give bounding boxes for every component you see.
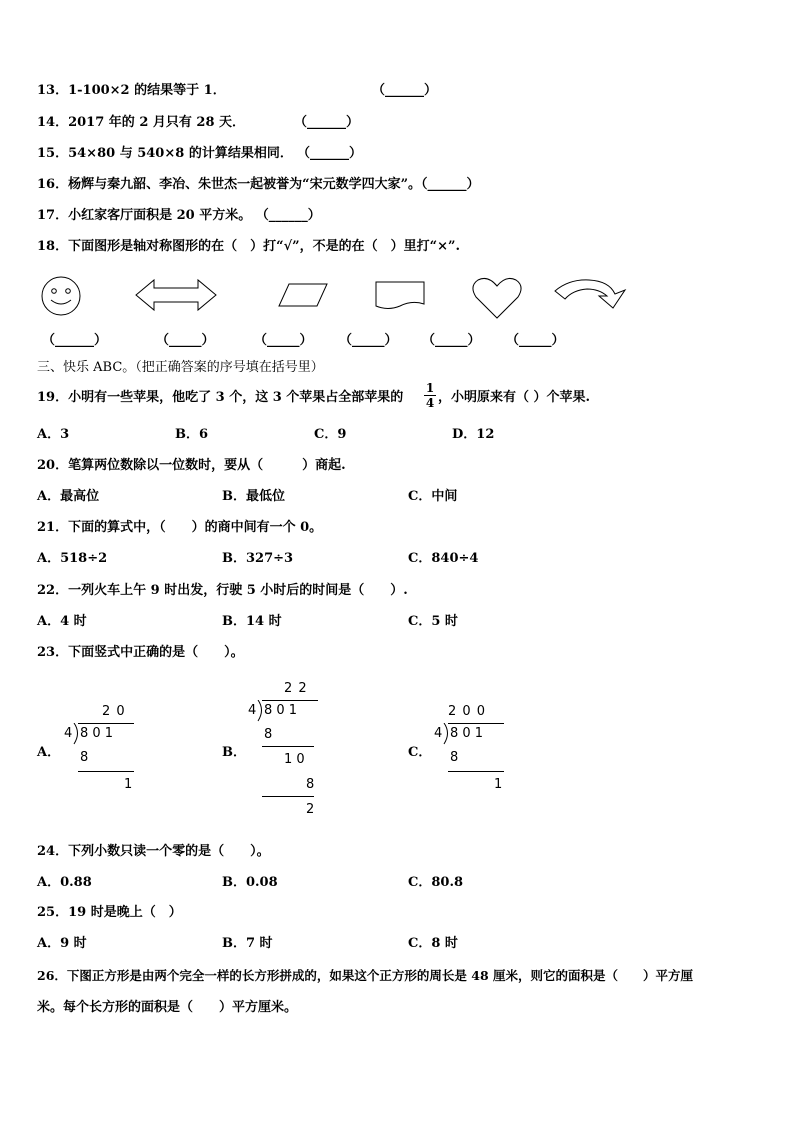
step-remainder: 1 0 bbox=[284, 752, 305, 767]
divisor: 4 bbox=[434, 726, 443, 741]
q24-option-b[interactable]: B．0.08 bbox=[222, 875, 278, 890]
question-13 bbox=[37, 82, 226, 100]
q19-option-a[interactable]: A．3 bbox=[37, 427, 70, 442]
heart-icon bbox=[471, 276, 523, 320]
q15-answer-blank[interactable]: （______） bbox=[297, 146, 363, 161]
question-23: 23．下面竖式中正确的是（ ）。 bbox=[37, 645, 244, 660]
q23-long-division-a bbox=[60, 700, 150, 800]
q23-option-c-label[interactable]: C． bbox=[408, 745, 432, 760]
question-21: 21．下面的算式中，（ ）的商中间有一个 0。 bbox=[37, 520, 323, 535]
section-3-heading: 三、快乐 ABC。（把正确答案的序号填在括号里） bbox=[37, 360, 324, 375]
q18-blank-1[interactable]: （______） bbox=[42, 333, 108, 348]
quotient: 2 0 0 bbox=[448, 704, 487, 719]
q25-option-b[interactable]: B．7 时 bbox=[222, 936, 273, 951]
parallelogram-icon bbox=[277, 282, 329, 308]
q18-blank-5[interactable]: （_____） bbox=[422, 333, 481, 348]
question-20: 20．笔算两位数除以一位数时，要从（ ）商起. bbox=[37, 458, 346, 473]
dividend: 8 0 1 bbox=[80, 726, 114, 741]
q25-option-a[interactable]: A．9 时 bbox=[37, 936, 87, 951]
question-18 bbox=[37, 238, 460, 256]
q14-answer-blank[interactable]: （______） bbox=[294, 115, 360, 130]
q23-option-b-label[interactable]: B． bbox=[222, 745, 246, 760]
quotient: 2 2 bbox=[284, 681, 308, 696]
q22-option-c[interactable]: C．5 时 bbox=[408, 614, 458, 629]
fraction-numerator: 1 bbox=[425, 381, 435, 395]
q18-text: 18．下面图形是轴对称图形的在（ ）打“√”，不是的在（ ）里打“×”. bbox=[37, 239, 460, 254]
q16-text: 16．杨辉与秦九韶、李冶、朱世杰一起被誉为“宋元数学四大家”。（______） bbox=[37, 177, 480, 192]
q20-option-b[interactable]: B．最低位 bbox=[222, 489, 285, 504]
q22-option-b[interactable]: B．14 时 bbox=[222, 614, 282, 629]
q17-text: 17．小红家客厅面积是 20 平方米。 （______） bbox=[37, 208, 321, 223]
q19-option-c[interactable]: C．9 bbox=[314, 427, 347, 442]
step-product: 8 bbox=[450, 750, 459, 765]
flag-icon bbox=[374, 280, 426, 310]
q20-option-c[interactable]: C．中间 bbox=[408, 489, 458, 504]
q19-fraction bbox=[424, 382, 436, 409]
q19-text-after: ，小明原来有（ ）个苹果. bbox=[438, 390, 591, 405]
question-17 bbox=[37, 207, 321, 225]
remainder: 1 bbox=[494, 777, 503, 792]
remainder: 1 bbox=[124, 777, 133, 792]
question-19 bbox=[37, 389, 403, 407]
double-arrow-icon bbox=[134, 278, 218, 312]
fraction-denominator: 4 bbox=[425, 396, 435, 410]
dividend: 8 0 1 bbox=[264, 703, 298, 718]
question-25: 25．19 时是晚上（ ） bbox=[37, 905, 182, 920]
q14-text: 14．2017 年的 2 月只有 28 天． bbox=[37, 115, 246, 130]
dividend: 8 0 1 bbox=[450, 726, 484, 741]
question-15 bbox=[37, 145, 293, 163]
question-16 bbox=[37, 176, 480, 194]
remainder: 2 bbox=[306, 802, 315, 817]
q23-option-a-label[interactable]: A． bbox=[37, 745, 61, 760]
quotient: 2 0 bbox=[102, 704, 126, 719]
step-product-2: 8 bbox=[306, 777, 315, 792]
divisor: 4 bbox=[64, 726, 73, 741]
smiley-face-icon bbox=[40, 275, 82, 317]
q22-option-a[interactable]: A．4 时 bbox=[37, 614, 87, 629]
q25-option-c[interactable]: C．8 时 bbox=[408, 936, 458, 951]
step-product: 8 bbox=[264, 727, 273, 742]
q21-option-b[interactable]: B．327÷3 bbox=[222, 551, 294, 566]
q21-option-a[interactable]: A．518÷2 bbox=[37, 551, 108, 566]
q18-blank-6[interactable]: （_____） bbox=[506, 333, 565, 348]
q24-option-a[interactable]: A．0.88 bbox=[37, 875, 92, 890]
q23-long-division-b bbox=[244, 677, 334, 827]
q18-blank-2[interactable]: （_____） bbox=[156, 333, 215, 348]
q19-text-before: 19．小明有一些苹果，他吃了 3 个，这 3 个苹果占全部苹果的 bbox=[37, 390, 404, 405]
q20-option-a[interactable]: A．最高位 bbox=[37, 489, 100, 504]
q24-option-c[interactable]: C．80.8 bbox=[408, 875, 464, 890]
question-22: 22．一列火车上午 9 时出发，行驶 5 小时后的时间是（ ）. bbox=[37, 583, 408, 598]
q18-blank-4[interactable]: （_____） bbox=[339, 333, 398, 348]
question-24: 24．下列小数只读一个零的是（ ）。 bbox=[37, 844, 270, 859]
curved-arrow-icon bbox=[553, 277, 633, 313]
question-14 bbox=[37, 114, 245, 132]
step-product: 8 bbox=[80, 750, 89, 765]
q13-answer-blank[interactable]: （______） bbox=[372, 83, 438, 98]
q21-option-c[interactable]: C．840÷4 bbox=[408, 551, 479, 566]
q23-long-division-c bbox=[430, 700, 520, 800]
q19-option-b[interactable]: B．6 bbox=[175, 427, 209, 442]
q18-blank-3[interactable]: （_____） bbox=[254, 333, 313, 348]
divisor: 4 bbox=[248, 703, 257, 718]
question-26-line-1: 26．下图正方形是由两个完全一样的长方形拼成的，如果这个正方形的周长是 48 厘米，则它的面积是（ ）平方厘 bbox=[37, 968, 693, 983]
question-26-line-2: 米。每个长方形的面积是（ ）平方厘米。 bbox=[37, 1000, 298, 1015]
q15-text: 15．54×80 与 540×8 的计算结果相同． bbox=[37, 146, 293, 161]
q13-text: 13．1-100×2 的结果等于 1． bbox=[37, 83, 226, 98]
q19-option-d[interactable]: D．12 bbox=[452, 427, 495, 442]
